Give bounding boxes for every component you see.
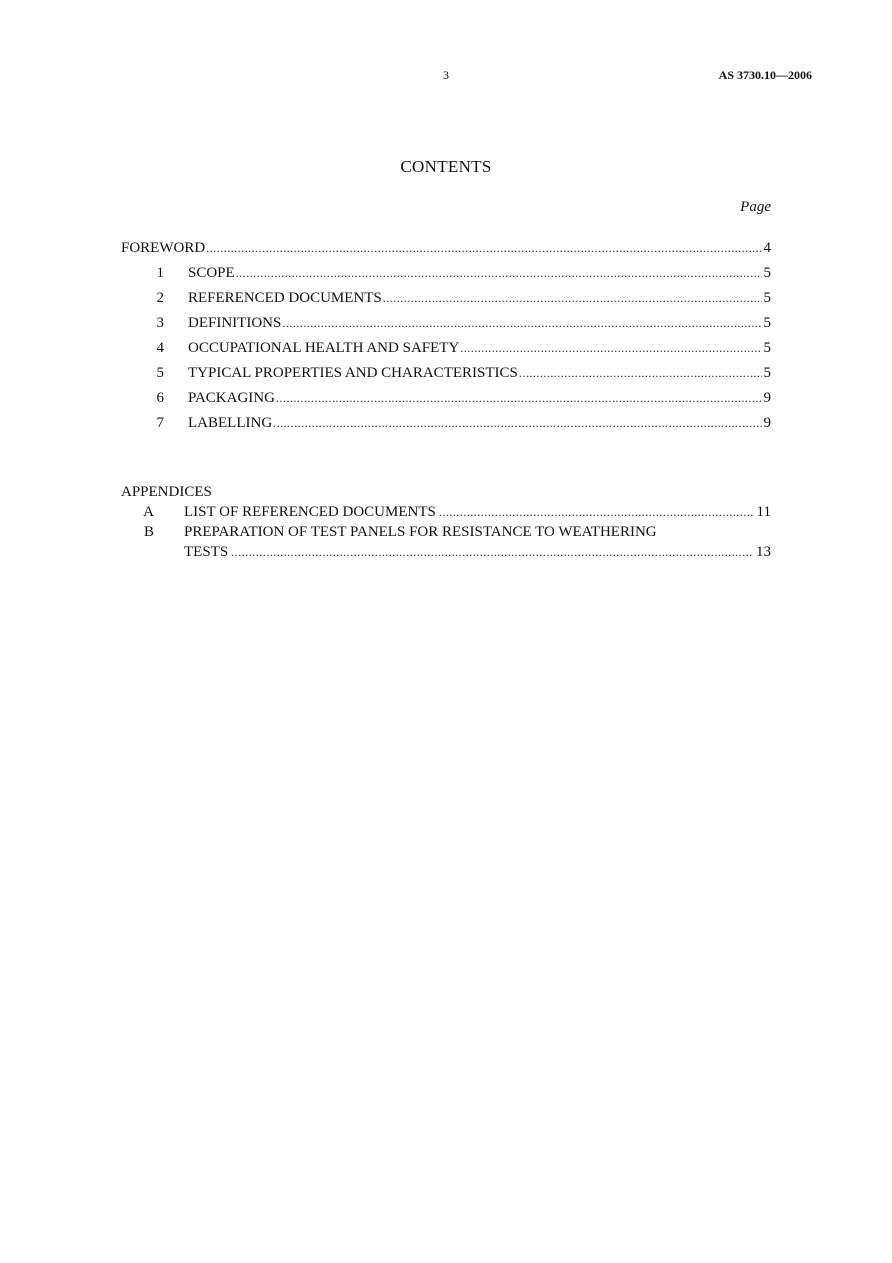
dot-leader: [236, 263, 762, 283]
toc-entry-title: TYPICAL PROPERTIES AND CHARACTERISTICS: [188, 365, 518, 381]
toc-entry-number: 5: [156, 365, 164, 381]
appendix-page: 11: [756, 504, 771, 520]
toc-entry-page: 5: [763, 290, 771, 306]
toc-entry-page: 5: [763, 365, 771, 381]
toc-entry-title: LABELLING: [188, 415, 273, 431]
appendices-heading: APPENDICES: [121, 484, 212, 500]
toc-entry-occupational-health-and-safety[interactable]: [121, 338, 771, 363]
toc-entry-typical-properties[interactable]: [121, 363, 771, 388]
toc-entry-number: 7: [156, 415, 164, 431]
toc-entry-scope[interactable]: [121, 263, 771, 288]
toc-entry-page: 5: [763, 265, 771, 281]
toc-entry-foreword[interactable]: [121, 238, 771, 263]
dot-leader: [273, 413, 761, 433]
toc-entry-number: 6: [156, 390, 164, 406]
dot-leader: [439, 502, 755, 522]
appendices-list: [121, 482, 771, 562]
appendix-title-line-2: TESTS: [184, 544, 229, 560]
toc-entry-page: 9: [763, 415, 771, 431]
dot-leader: [206, 238, 761, 258]
appendix-letter: A: [143, 504, 154, 520]
toc-entry-title: DEFINITIONS: [188, 315, 282, 331]
toc-entry-number: 4: [156, 340, 164, 356]
appendix-page: 13: [756, 544, 771, 560]
dot-leader: [282, 313, 761, 333]
toc-entry-title: OCCUPATIONAL HEALTH AND SAFETY: [188, 340, 460, 356]
toc-entry-title: REFERENCED DOCUMENTS: [188, 290, 382, 306]
toc-entry-page: 5: [763, 315, 771, 331]
page-number: 3: [443, 68, 449, 82]
dot-leader: [519, 363, 762, 383]
toc-entry-number: 3: [156, 315, 164, 331]
appendix-entry-a[interactable]: [121, 502, 771, 522]
appendix-letter: B: [143, 524, 154, 540]
toc-entry-packaging[interactable]: [121, 388, 771, 413]
table-of-contents: [121, 238, 771, 438]
toc-entry-page: 5: [763, 340, 771, 356]
toc-entry-number: 1: [156, 265, 164, 281]
toc-entry-page: 4: [763, 240, 771, 256]
appendix-entry-b[interactable]: [121, 522, 771, 562]
toc-entry-title: SCOPE: [188, 265, 235, 281]
toc-entry-page: 9: [763, 390, 771, 406]
appendix-title-line-1: PREPARATION OF TEST PANELS FOR RESISTANCE TO WEATHERING: [184, 524, 657, 540]
dot-leader: [460, 338, 761, 358]
toc-entry-labelling[interactable]: [121, 413, 771, 438]
standard-id: AS 3730.10—2006: [718, 68, 812, 82]
toc-entry-number: 2: [156, 290, 164, 306]
dot-leader: [231, 542, 754, 562]
toc-entry-definitions[interactable]: [121, 313, 771, 338]
toc-entry-title: FOREWORD: [121, 240, 206, 256]
page-column-label: Page: [740, 199, 771, 215]
toc-entry-referenced-documents[interactable]: [121, 288, 771, 313]
appendix-title: LIST OF REFERENCED DOCUMENTS: [184, 504, 436, 520]
toc-entry-title: PACKAGING: [188, 390, 275, 406]
contents-title: CONTENTS: [400, 157, 492, 176]
dot-leader: [276, 388, 762, 408]
dot-leader: [383, 288, 762, 308]
